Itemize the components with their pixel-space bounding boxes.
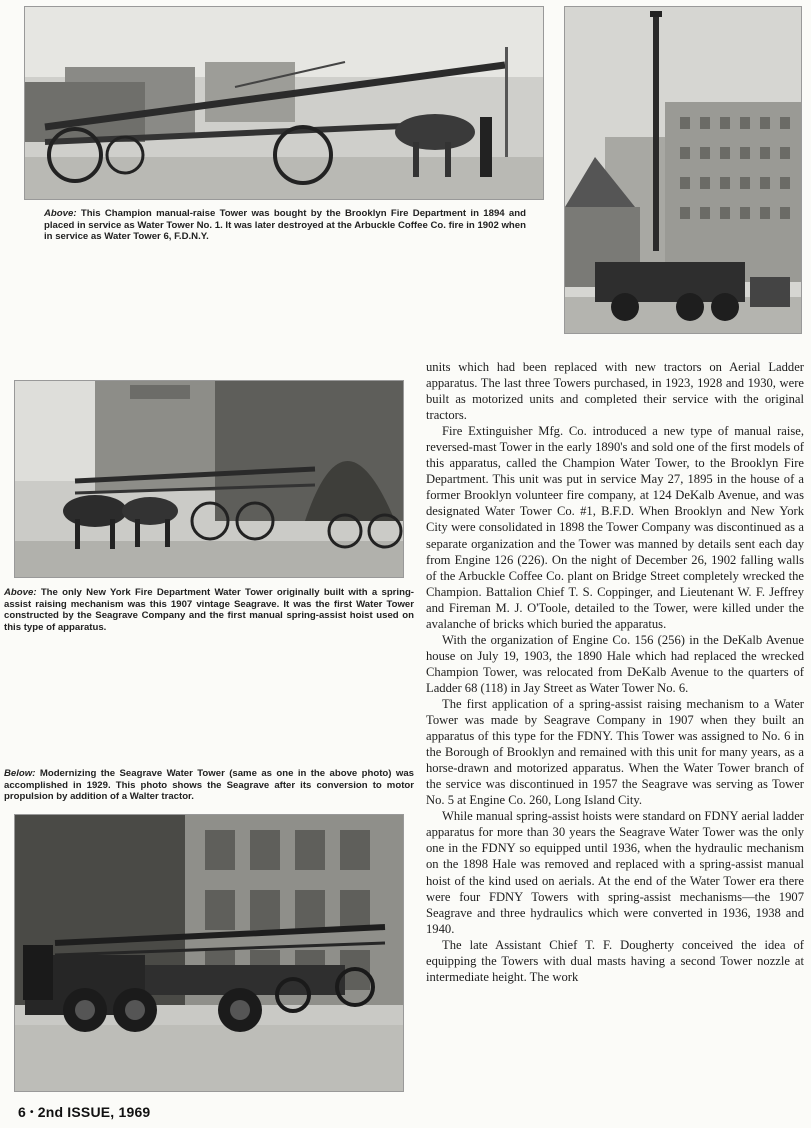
raised-tower-photo: [564, 6, 802, 334]
article-paragraph: While manual spring-assist hoists were standard on FDNY aerial ladder apparatus for more than 30 years the Seagrave Water Tower was the only one in the FDNY so equipped until 1936, when the hydraulic mechanism on the 1898 Hale was removed and replaced with a spring-assist manual hoist of the kind used on aerials. At the end of the Water Tower era there were four FDNY Towers with spring-assist mechanisms—the 1907 Seagrave and three hydraulics which were converted in 1936, 1938 and 1940.: [426, 809, 804, 936]
article-paragraph: units which had been replaced with new tractors on Aerial Ladder apparatus. The last three Towers purchased, in 1923, 1928 and 1930, were built as motorized units and completed their service with the original tractors.: [426, 360, 804, 423]
page-footer: [18, 1104, 150, 1120]
article-paragraph: The late Assistant Chief T. F. Dougherty conceived the idea of equipping the Towers with dual masts having a second Tower nozzle at intermediate height. The work: [426, 937, 804, 984]
horse-drawn-water-tower-icon: [25, 7, 543, 199]
caption-lead: Above:: [44, 208, 77, 219]
caption-text: Modernizing the Seagrave Water Tower (same as one in the above photo) was accomplished in 1929. This photo shows the Seagrave after its conversion to motor propulsion by addition of a Walter tractor.: [4, 768, 414, 803]
seagrave-tower-photo: [14, 380, 404, 578]
article-paragraph: With the organization of Engine Co. 156 (256) in the DeKalb Avenue house on July 19, 1903, the 1890 Hale which had replaced the wrecked Champion Tower, was relocated from DeKalb Avenue to the quarters of Ladder 68 (118) in Jay Street as Water Tower No. 6.: [426, 632, 804, 695]
seagrave-walter-tractor-icon: [15, 815, 403, 1091]
page-number: 6: [18, 1104, 26, 1120]
motorized-water-tower-raised-icon: [565, 7, 801, 333]
walter-tractor-photo: [14, 814, 404, 1092]
issue-label: 2nd ISSUE, 1969: [37, 1104, 151, 1120]
article-paragraph: Fire Extinguisher Mfg. Co. introduced a new type of manual raise, reversed-mast Tower in the early 1890's and sold one of the first models of this apparatus, called the Champion Water Tower, to the Brooklyn Fire Department. This unit was put in service May 27, 1895 in the house of a former Brooklyn volunteer fire company, at 124 DeKalb Avenue, and was designated Water Tower Co. #1, B.F.D. When Brooklyn and New York City were consolidated in 1898 the Tower Company was discontinued as a separate organization and the Tower was manned by details sent each day from Engine 126 (226). On the night of December 26, 1902 falling walls of the Arbuckle Coffee Co. plant on Bridge Street completely wrecked the Champion. Battalion Chief T. S. Coppinger, and Lieutenant W. F. Jeffrey and Fireman M. J. O'Toole, detailed to the Tower, were killed under the avalanche of bricks which buried the apparatus.: [426, 424, 804, 631]
seagrave-caption: [4, 587, 414, 633]
footer-bullet: •: [30, 1107, 34, 1118]
caption-lead: Below:: [4, 768, 36, 779]
champion-tower-photo: [24, 6, 544, 200]
article-text: [426, 359, 804, 985]
caption-text: This Champion manual-raise Tower was bought by the Brooklyn Fire Department in 1894 and placed in service as Water Tower No. 1. It was later destroyed at the Arbuckle Coffee Co. fire in 1902 when in service as Water Tower 6, F.D.N.Y.: [44, 208, 526, 243]
champion-caption: [44, 208, 526, 243]
article-paragraph: The first application of a spring-assist raising mechanism to a Water Tower was made by Seagrave Company in 1907 when they built an apparatus of this type for the FDNY. This Tower was assigned to No. 6 in the Borough of Brooklyn and remained with this unit for many years, as a horse-drawn and motorized apparatus. When the Water Tower branch of the service was discontinued in 1957 the Seagrave was serving as Tower No. 5 at Engine Co. 260, Long Island City.: [426, 696, 804, 808]
modernizing-caption: [4, 768, 414, 803]
seagrave-horse-drawn-tower-icon: [15, 381, 403, 577]
caption-text: The only New York Fire Department Water Tower originally built with a spring-assist raising mechanism was this 1907 vintage Seagrave. It was the first Water Tower constructed by the Seagrave Company and the first manual spring-assist hoist used on this type of apparatus.: [4, 587, 414, 633]
caption-lead: Above:: [4, 587, 37, 598]
